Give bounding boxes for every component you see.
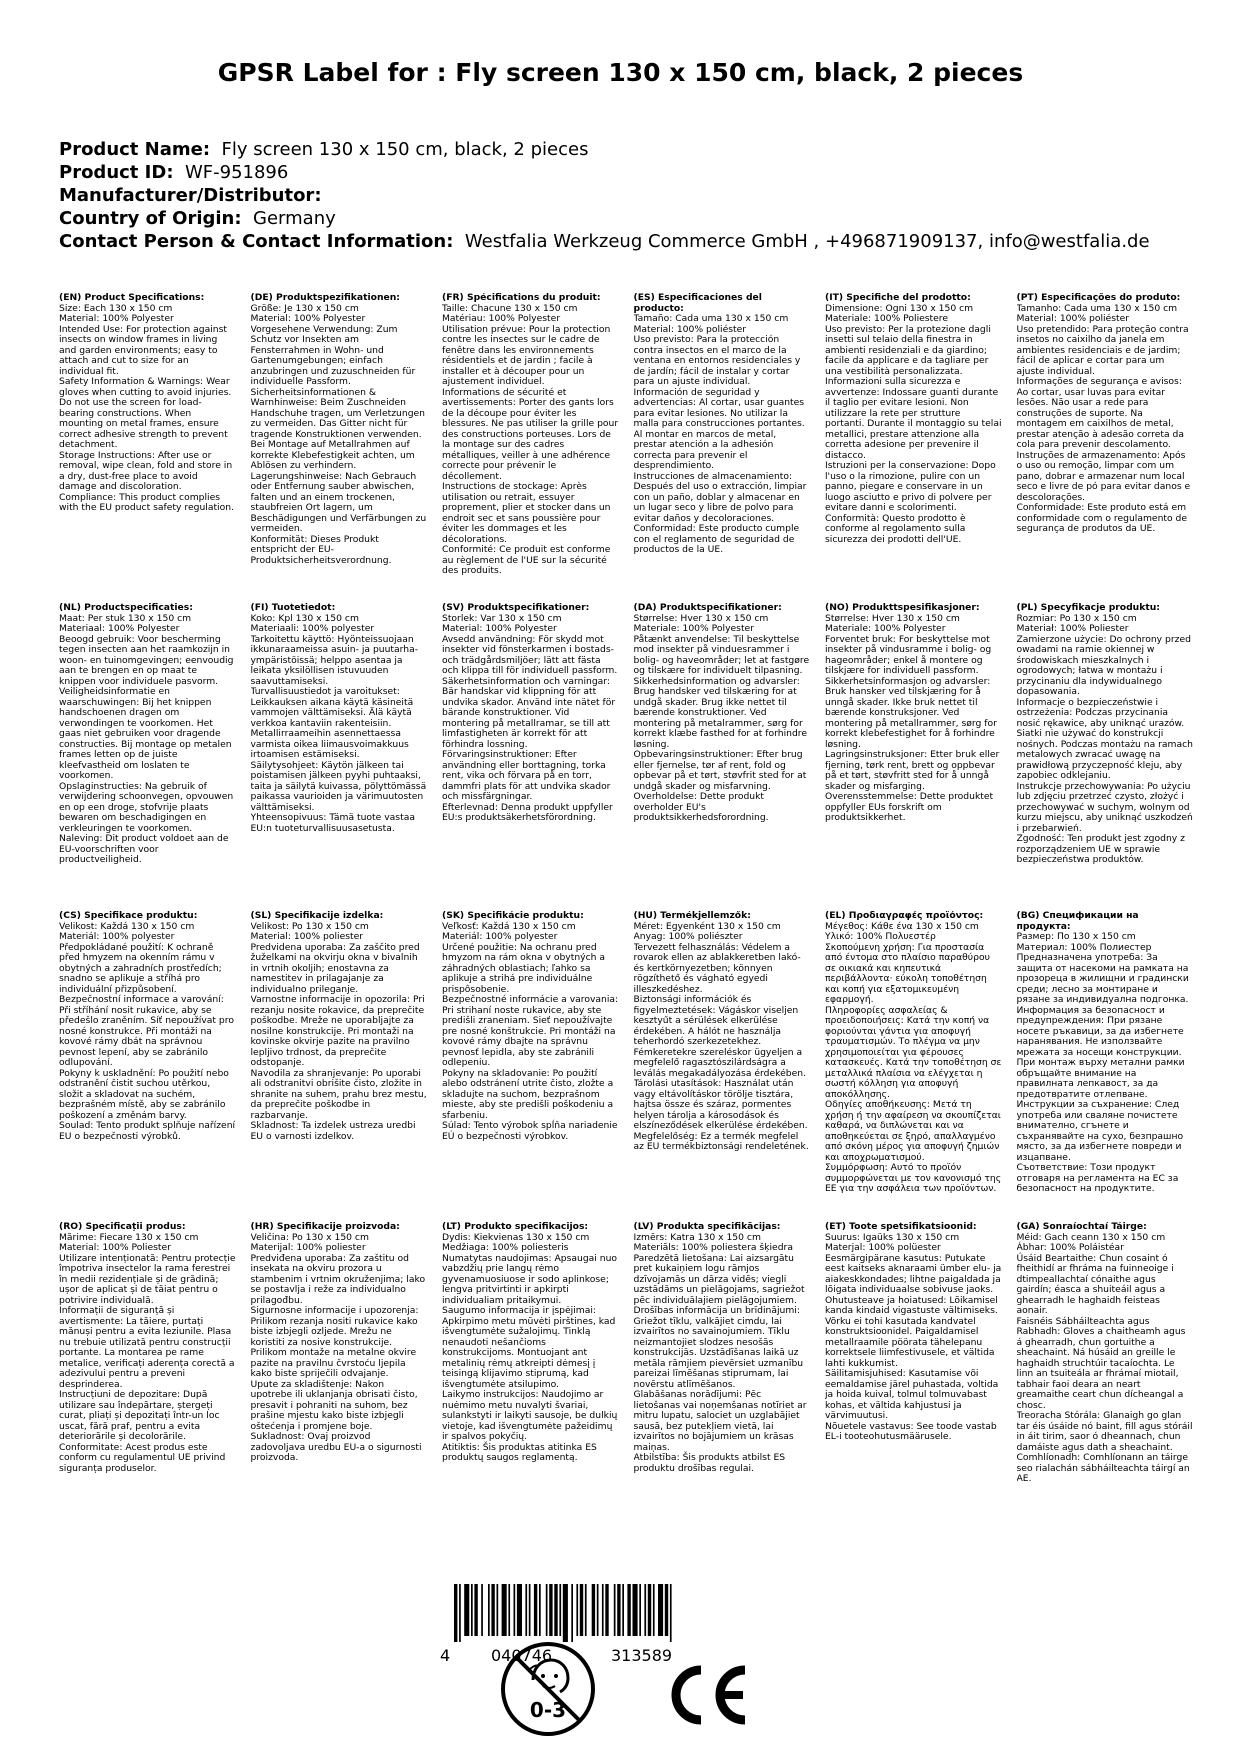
spec-line: Conformità: Questo prodotto è conforme al regolamento sulla sicurezza dei prodotti dell'UE. xyxy=(825,512,966,545)
spec-line: Vorgesehene Verwendung: Zum Schutz vor Insekten am Fensterrahmen in Wohn- und Gartenumgebungen; einfach anzubringen und zuzuschneiden für individuelle Passform. xyxy=(250,323,416,387)
spec-line: Informacje o bezpieczeństwie i ostrzeżenia: Podczas przycinania nosić rękawice, aby uniknąć urazów. Siatki nie używać do konstrukcji nośnych. Podczas montażu na ramach metalowych zwracać uwagę na prawidłową przyczepność kleju, aby zapobiec odklejaniu. xyxy=(1016,696,1193,781)
spec-heading: (DE) Produktspezifikationen: xyxy=(250,293,400,303)
barcode-bar xyxy=(539,1584,541,1636)
spec-heading: (FI) Tuotetiedot: xyxy=(250,603,336,613)
spec-heading: (NO) Produkttspesifikasjoner: xyxy=(825,603,980,613)
spec-line: Materiaal: 100% Polyester xyxy=(59,623,180,634)
spec-line: Sikkerhedsinformation og advarsler: Brug handsker ved tilskæring for at undgå skader. Brug ikke nettet til bærende konstruktioner. Ved montering på metalrammer, sørg for korrekt klæbe fasthed for at forhindre løsning. xyxy=(633,675,808,750)
spec-line: Intended Use: For protection against insects on window frames in living and garden environments; easy to attach and cut to size for an individual fit. xyxy=(59,323,228,377)
spec-line: Informații de siguranță și avertismente: La tăiere, purtați mănuși pentru a evita leziunile. Plasa nu trebuie utilizată pentru construcții portante. La montarea pe rame metalice, verificați aderența corectă a adezivului pentru a preveni desprinderea. xyxy=(59,1305,235,1390)
spec-line: Materijal: 100% poliester xyxy=(250,1242,366,1253)
spec-line: Materiale: 100% Polyester xyxy=(825,623,946,634)
spec-line: Maat: Per stuk 130 x 150 cm xyxy=(59,612,192,624)
spec-heading: (NL) Productspecificaties: xyxy=(59,603,193,613)
barcode-bar xyxy=(563,1584,568,1642)
spec-line: Size: Each 130 x 150 cm xyxy=(59,302,173,314)
barcode-bar xyxy=(517,1584,522,1636)
spec-line: Tárolási utasítások: Használat után vagy eltávolításkor törölje tisztára, hajtsa össze és száraz, pormentes helyen tárolja a károsodások és elszíneződések elkerülése érdekében. xyxy=(633,1078,808,1131)
spec-line: Určené použitie: Na ochranu pred hmyzom na rám okna v obytných a záhradných oblastiach; ľahko sa aplikuje a strihá pre individuálne prispôsobenie. xyxy=(442,941,606,995)
spec-heading: (EL) Προδιαγραφές προϊόντος: xyxy=(825,911,984,921)
spec-line: Efterlevnad: Denna produkt uppfyller EU:s produktsäkerhetsförordning. xyxy=(442,801,613,823)
spec-line: Sigurnosne informacije i upozorenja: Prilikom rezanja nositi rukavice kako biste izbjegli ozljede. Mrežu ne koristiti za nosive konstrukcije. Prilikom montaže na metalne okvire pazite na pravilnu čvrstoću ljepila kako biste spriječili odvajanje. xyxy=(250,1305,419,1379)
spec-line: Utilisation prévue: Pour la protection contre les insectes sur le cadre de fenêtre dans les environnements résidentiels et de jardin ; facile à installer et à découper pour un ajustement individuel. xyxy=(442,323,611,387)
origin-value: Germany xyxy=(253,208,336,229)
spec-line: Zgodność: Ten produkt jest zgodny z rozporządzeniem UE w sprawie bezpieczeństwa produktów. xyxy=(1016,833,1185,865)
spec-line: Turvallisuustiedot ja varoitukset: Leikkauksen aikana käytä käsineitä vammojen välttämiseksi. Älä käytä verkkoa kantaviin rakenteisiin. Metallirraameihin asennettaessa varmista oikea liimausvoimakkuus irtoamisen estämiseksi. xyxy=(250,686,414,760)
spec-block-lt xyxy=(442,1222,619,1602)
barcode-bar xyxy=(459,1584,461,1642)
spec-block-fi xyxy=(251,603,428,911)
spec-line: Opslaginstructies: Na gebruik of verwijdering schoonvegen, opvouwen en op een droge, stofvrije plaats bewaren om beschadigingen en verkleuringen te voorkomen. xyxy=(59,780,234,834)
spec-line: Velikost: Po 130 x 150 cm xyxy=(250,920,369,932)
spec-line: Storage Instructions: After use or removal, wipe clean, fold and store in a dry, dust-free place to avoid damage and discoloration. xyxy=(59,449,233,492)
spec-line: Numatytas naudojimas: Apsaugai nuo vabzdžių prie langų rėmo gyvenamuosiuose ir sodo aplinkose; lengva pritvirtinti ir apkirpti individualiam pritaikymui. xyxy=(442,1252,618,1306)
page-title: GPSR Label for : Fly screen 130 x 150 cm, black, 2 pieces xyxy=(217,58,1024,87)
barcode-bar xyxy=(585,1584,587,1636)
spec-block-hr xyxy=(251,1222,428,1602)
spec-line: Méid: Gach ceann 130 x 150 cm xyxy=(1016,1231,1166,1243)
barcode-bar xyxy=(481,1584,483,1636)
spec-line: Förvaringsinstruktioner: Efter användning eller borttagning, torka rent, vika och förvara på en torr, dammfri plats för att undvika skador och missfärgningar. xyxy=(442,749,611,802)
ce-mark-icon xyxy=(665,1664,751,1726)
spec-line: Konformität: Dieses Produkt entspricht der EU-Produktsicherheitsverordnung. xyxy=(250,533,392,566)
spec-line: Съответствие: Този продукт отговаря на регламента на ЕС за безопасност на продуктите. xyxy=(1016,1162,1179,1194)
spec-line: Información de seguridad y advertencias: Al cortar, usar guantes para evitar lesiones. No utilizar la malla para construcciones portantes. Al montar en marcos de metal, prestar atención a la adhesión correcta para prevenir el desprendimiento. xyxy=(633,386,805,471)
spec-line: Taille: Chacune 130 x 150 cm xyxy=(442,302,578,314)
spec-line: Medžiaga: 100% poliesteris xyxy=(442,1242,569,1253)
specifications-grid xyxy=(59,293,1194,1602)
spec-line: Ábhar: 100% Poláistéar xyxy=(1016,1242,1124,1253)
spec-line: Utilizare intenționată: Pentru protecție împotriva insectelor la rama ferestrei în medii rezidențiale și de grădină; ușor de aplicat și de tăiat pentru o potrivire individuală. xyxy=(59,1252,236,1306)
spec-line: Tamaño: Cada uma 130 x 150 cm xyxy=(633,313,789,324)
spec-line: Eesmärgipärane kasutus: Putukate eest kaitseks aknaraami ümber elu- ja aiakeskkondades; lihtne paigaldada ja lõigata individuaalse sobivuse jaoks. xyxy=(825,1252,1002,1295)
spec-line: Veličina: Po 130 x 150 cm xyxy=(250,1231,369,1243)
spec-line: Forventet bruk: For beskyttelse mot insekter på vindusramme i bolig- og hageområder; enkel å montere og tilskjære for individuell passform. xyxy=(825,633,992,676)
spec-block-lv xyxy=(634,1222,811,1602)
spec-line: Påtænkt anvendelse: Til beskyttelse mod insekter på vinduesrammer i bolig- og haveområder; let at fastgøre og tilskære for individuelt tilpasning. xyxy=(633,633,810,676)
spec-block-es xyxy=(634,293,811,603)
spec-line: Säkerhetsinformation och varningar: Bär handskar vid klippning för att undvika skador. Använd inte nätet för bärande konstruktioner. Vid montering på metallramar, se till att limfastigheten är korrekt för att förhindra lossning. xyxy=(442,675,616,750)
spec-line: Größe: Je 130 x 150 cm xyxy=(250,302,359,314)
barcode-bar xyxy=(653,1584,655,1636)
spec-line: Dimensione: Ogni 130 x 150 cm xyxy=(825,302,974,314)
spec-block-ro xyxy=(59,1222,236,1602)
barcode-bar xyxy=(571,1584,573,1642)
barcode-bar xyxy=(602,1584,604,1636)
spec-line: Laikymo instrukcijos: Naudojimo ar nuėmimo metu nuvalyti švariai, sulankstyti ir laikyti sausoje, be dulkių vietoje, kad išvengtumėte pažeidimų ir spalvos pokyčių. xyxy=(442,1389,618,1442)
spec-line: Bezpečnostné informácie a varovania: Pri strihaní noste rukavice, aby ste predišli zraneniam. Sieť nepoužívajte pre nosné konštrukcie. Pri montáži na kovové rámy dbajte na správnu pevnosť lepidla, aby ste zabránili odlepeniu. xyxy=(442,994,619,1068)
spec-line: Instrucciones de almacenamiento: Después del uso o extracción, limpiar con un paño, doblar y almacenar en un lugar seco y libre de polvo para evitar daños y decoloraciones. xyxy=(633,470,807,524)
spec-block-cs xyxy=(59,911,236,1222)
spec-line: Materiāls: 100% poliestera šķiedra xyxy=(633,1242,793,1253)
spec-block-fr xyxy=(442,293,619,603)
spec-line: Πληροφορίες ασφαλείας & προειδοποιήσεις: Κατά την κοπή να φοριούνται γάντια για αποφυγή τραυματισμών. Το πλέγμα να μην χρησιμοποιείται για φέρουσες κατασκευές. Κατά την τοποθέτηση σε μεταλλικά πλαίσια να ελέγχεται η σωστή κόλληση για αποφυγή αποκόλλησης. xyxy=(825,1004,1002,1100)
spec-line: Anyag: 100% poliészter xyxy=(633,931,743,942)
spec-block-pt xyxy=(1017,293,1194,603)
barcode-bar xyxy=(454,1584,457,1642)
spec-heading: (EN) Product Specifications: xyxy=(59,293,205,303)
spec-line: Materiaali: 100% polyester xyxy=(250,623,375,634)
barcode-bar xyxy=(614,1584,616,1636)
product-name-value: Fly screen 130 x 150 cm, black, 2 pieces xyxy=(221,139,589,160)
spec-line: Säilitamisjuhised: Kasutamise või eemaldamise järel puhastada, voltida ja hoida kuival, tolmul tolmuvabast kohas, et vältida kahjustusi ja värvimuutusi. xyxy=(825,1368,999,1421)
spec-line: Размер: По 130 x 150 cm xyxy=(1016,931,1136,942)
spec-line: Velikost: Každá 130 x 150 cm xyxy=(59,920,195,932)
product-id-label: Product ID: xyxy=(59,162,174,183)
spec-line: Úsáid Beartaithe: Chun cosaint ó fheithidí ar fhráma na fuinneoige i dtimpeallachtaí cónaithe agus gairdín; éasca a shuiteáil agus a ghearradh le haghaidh feisteas aonair. xyxy=(1016,1252,1174,1316)
barcode-bar xyxy=(529,1584,531,1636)
spec-line: Atitiktis: Šis produktas atitinka ES produktų saugos reglamentą. xyxy=(442,1441,597,1463)
spec-line: Materjal: 100% polüester xyxy=(825,1242,941,1253)
spec-line: Zamierzone użycie: Do ochrony przed owadami na ramie okiennej w środowiskach mieszkalnych i ogrodowych; łatwa w montażu i przycinaniu dla indywidualnego dopasowania. xyxy=(1016,633,1191,697)
spec-line: Uso previsto: Para la protección contra insectos en el marco de la ventana en entornos residenciales y de jardín; fácil de instalar y cortar para un ajuste individual. xyxy=(633,334,801,387)
spec-line: Comhlíonadh: Comhlíonann an táirge seo rialachán sábháilteachta táirgí an AE. xyxy=(1016,1452,1190,1484)
spec-line: Информация за безопасност и предупреждения: При рязане носете ръкавици, за да избегнете наранявания. Не използвайте мрежата за носещи конструкции. При монтаж върху метални рамки обръщайте внимание на правилната лепкавост, за да предотвратите отлепване. xyxy=(1016,1004,1185,1100)
product-name-label: Product Name: xyxy=(59,139,211,160)
barcode-bar xyxy=(546,1584,548,1636)
spec-line: Μέγεθος: Κάθε ένα 130 x 150 cm xyxy=(825,920,979,932)
spec-block-de xyxy=(251,293,428,603)
spec-line: Conformidade: Este produto está em conformidade com o regulamento de segurança de produtos da UE. xyxy=(1016,502,1188,534)
spec-line: Mărime: Fiecare 130 x 150 cm xyxy=(59,1231,199,1243)
spec-line: Informations de sécurité et avertissements: Porter des gants lors de la découpe pour éviter les blessures. Ne pas utiliser la grille pour des constructions porteuses. Lors de la montage sur des cadres métalliques, veiller à une adhérence correcte pour prévenir le décollement. xyxy=(442,386,619,482)
not-for-children-under-3-icon xyxy=(499,1640,597,1738)
spec-line: Saugumo informacija ir įspėjimai: Apkirpimo metu mūvėti pirštines, kad išvengtumėte sužalojimų. Tinklą nenaudoti nešančioms konstrukcijoms. Montuojant ant metalinių rėmų atkreipti dėmesį į teisingą klijavimo stiprumą, kad išvengtumėte atsilupimo. xyxy=(442,1305,616,1390)
spec-line: Material: 100% Polyester xyxy=(442,623,557,634)
spec-line: Istruzioni per la conservazione: Dopo l'uso o la rimozione, pulire con un panno, piegare e conservare in un luogo asciutto e privo di polvere per evitare danni e scolorimenti. xyxy=(825,460,996,513)
spec-line: Materiale: 100% Poliestere xyxy=(825,313,949,324)
barcode-bar xyxy=(549,1584,552,1636)
spec-line: Sikkerhetsinformasjon og advarsler: Bruk hansker ved tilskjæring for å unngå skader. Ikke bruk nettet til bærende konstruksjoner. Ved montering på metallrammer, sørg for korrekt klebefestighet for å forhindre løsning. xyxy=(825,675,997,750)
spec-line: Tarkoitettu käyttö: Hyönteissuojaan ikkunaraameissa asuin- ja puutarha-ympäristöissä; helppo asentaa ja leikata yksilöllisen istuvuuden saavuttamiseksi. xyxy=(250,633,419,687)
spec-line: Nõuetele vastavus: See toode vastab EL-i tooteohutusmäärusele. xyxy=(825,1420,997,1442)
barcode-bar xyxy=(597,1584,599,1636)
spec-block-hu xyxy=(634,911,811,1222)
barcode-bar xyxy=(497,1584,499,1636)
spec-block-nl xyxy=(59,603,236,911)
spec-line: Conformitate: Acest produs este conform cu regulamentul UE privind siguranța produselor. xyxy=(59,1441,226,1474)
spec-block-en xyxy=(59,293,236,603)
spec-line: Navodila za shranjevanje: Po uporabi ali odstranitvi obrišite čisto, zložite in shranite na suhem, prahu brez mestu, da preprečite poškodbe in razbarvanje. xyxy=(250,1067,427,1121)
spec-block-no xyxy=(825,603,1002,911)
barcode-right-digits: 313589 xyxy=(611,1646,673,1665)
barcode xyxy=(440,1584,740,1642)
barcode-bar xyxy=(665,1584,668,1636)
barcode-bar xyxy=(534,1584,537,1636)
spec-line: Bezpečnostní informace a varování: Při stříhání nosit rukavice, aby se předešlo zraněním. Síť nepoužívat pro nosné konstrukce. Při montáži na kovové rámy dbát na správnou pevnost lepení, aby se zabránilo odlupování. xyxy=(59,994,234,1068)
spec-line: Koko: Kpl 130 x 150 cm xyxy=(250,612,359,624)
spec-line: Treoracha Stórála: Glanaigh go glan tar éis úsáide nó baint, fill agus stóráil in áit tirim, saor ó dheannach, chun damáiste agus dath a sheachaint. xyxy=(1016,1410,1193,1453)
spec-line: Συμμόρφωση: Αυτό το προϊόν συμμορφώνεται με τον κανονισμό της ΕΕ για την ασφάλεια των προϊόντων. xyxy=(825,1162,1002,1194)
barcode-bar xyxy=(488,1584,490,1636)
spec-block-da xyxy=(634,603,811,911)
spec-heading: (ES) Especificaciones del producto: xyxy=(633,293,762,314)
barcode-bar xyxy=(670,1584,672,1642)
manufacturer-row xyxy=(59,184,1189,207)
spec-block-el xyxy=(825,911,1002,1222)
spec-heading: (GA) Sonraíochtaí Táirge: xyxy=(1016,1222,1147,1232)
spec-line: Avsedd användning: För skydd mot insekter vid fönsterkarmen i bostads- och trädgårdsmiljöer; lätt att fästa och klippa till för individuell passform. xyxy=(442,633,618,676)
spec-heading: (PL) Specyfikacje produktu: xyxy=(1016,603,1160,613)
spec-line: Tervezett felhasználás: Védelem a rovarok ellen az ablakkeretben lakó- és kertkörnyezetben; könnyen rögzíthető és vágható egyedi illeszkedéshez. xyxy=(633,941,801,995)
spec-line: Materiál: 100% polyester xyxy=(59,931,175,942)
spec-line: Súlad: Tento výrobok spĺňa nariadenie EÚ o bezpečnosti výrobkov. xyxy=(442,1120,618,1142)
spec-heading: (CS) Specifikace produktu: xyxy=(59,911,198,921)
spec-line: Glabāšanas norādījumi: Pēc lietošanas vai noņemšanas notīriet ar mitru lupatu, salociet un uzglabājiet sausā, bez putekļiem vietā, lai izvairītos no bojājumiem un krāsas maiņas. xyxy=(633,1389,807,1453)
contact-row xyxy=(59,230,1189,253)
spec-line: Dydis: Kiekvienas 130 x 150 cm xyxy=(442,1231,590,1243)
barcode-bar xyxy=(627,1584,630,1636)
spec-block-sv xyxy=(442,603,619,911)
spec-line: Matériau: 100% Polyester xyxy=(442,313,561,324)
spec-line: Soulad: Tento produkt splňuje nařízení EU o bezpečnosti výrobků. xyxy=(59,1120,236,1142)
spec-line: Pokyny k uskladnění: Po použití nebo odstranění čistit suchou utěrkou, složit a skladovat na suchém, bezprašném místě, aby se zabránilo poškození a změnám barvy. xyxy=(59,1067,229,1121)
spec-heading: (BG) Спецификации на продукта: xyxy=(1016,911,1139,932)
barcode-bar xyxy=(622,1584,624,1636)
contact-value: Westfalia Werkzeug Commerce GmbH , +496871909137, info@westfalia.de xyxy=(464,231,1150,252)
spec-line: Material: 100% poliéster xyxy=(633,323,747,335)
spec-line: Rozmiar: Po 130 x 150 cm xyxy=(1016,612,1137,624)
spec-line: Instructions de stockage: Après utilisation ou retrait, essuyer proprement, plier et stocker dans un endroit sec et sans poussière pour éviter les dommages et les décolorations. xyxy=(442,481,611,545)
spec-line: Predvidena uporaba: Za zaščito pred žuželkami na okvirju okna v bivalnih in vrtnih okoljih; enostavna za namestitev in prilagajanje za individualno prileganje. xyxy=(250,941,420,995)
spec-block-pl xyxy=(1017,603,1194,911)
spec-line: Suurus: Igaüks 130 x 150 cm xyxy=(825,1231,960,1243)
barcode-bar xyxy=(605,1584,608,1636)
svg-text:0-3: 0-3 xyxy=(529,1698,567,1722)
barcode-bar xyxy=(471,1584,473,1636)
spec-line: Uso previsto: Per la protezione dagli insetti sul telaio della finestra in ambienti residenziali e da giardino; facile da applicare e da tagliare per una vestibilità personalizzata. xyxy=(825,323,991,377)
spec-heading: (LV) Produkta specifikācijas: xyxy=(633,1222,781,1232)
spec-line: Conformidad: Este producto cumple con el reglamento de seguridad de productos de la UE. xyxy=(633,523,800,555)
origin-label: Country of Origin: xyxy=(59,208,242,229)
spec-line: Materiale: 100% Polyester xyxy=(633,623,754,634)
spec-heading: (SL) Specifikacije izdelka: xyxy=(250,911,384,921)
spec-line: Overholdelse: Dette produkt overholder EU's produktsikkerhedsforordning. xyxy=(633,791,769,823)
contact-label: Contact Person & Contact Information: xyxy=(59,231,454,252)
product-info xyxy=(59,138,1189,253)
spec-line: Ohutusteave ja hoiatused: Lõikamisel kanda kindaid vigastuste vältimiseks. Võrku ei tohi kasutada kandvatel konstruktsioonidel. Paigaldamisel metallraamile pöörata tähelepanu korrektsele liimfestivusele, et vältida lahti kukkumist. xyxy=(825,1294,998,1369)
spec-line: Storlek: Var 130 x 150 cm xyxy=(442,612,562,624)
spec-line: Yhteensopivuus: Tämä tuote vastaa EU:n tuoteturvallisuusasetusta. xyxy=(250,812,415,834)
spec-line: Faisnéis Sábháilteachta agus Rabhadh: Gloves a chaitheamh agus á ghearradh, chun gortuithe a sheachaint. Ná húsáid an greille le haghaidh struchtúir tacaíochta. Le linn an tsuiteála ar fhrámaí miotail, tabhair faoi deara an neart greamaithe ceart chun dícheangal a chosc. xyxy=(1016,1315,1186,1411)
barcode-bar xyxy=(639,1584,641,1636)
spec-block-ga xyxy=(1017,1222,1194,1602)
spec-line: Safety Information & Warnings: Wear gloves when cutting to avoid injuries. Do not use the screen for load-bearing constructions. When mounting on metal frames, ensure correct adhesive strength to prevent detachment. xyxy=(59,376,232,450)
product-id-row xyxy=(59,161,1189,184)
spec-line: Material: 100% Polyester xyxy=(59,313,174,324)
barcode-bar xyxy=(644,1584,646,1636)
spec-line: Инструкции за съхранение: След употреба или сваляне почистете внимателно, сгънете и съхранявайте на сухо, безпрашно място, за да избегнете повреди и изцапване. xyxy=(1016,1099,1184,1163)
spec-heading: (ET) Toote spetsifikatsioonid: xyxy=(825,1222,977,1232)
barcode-bar xyxy=(617,1584,620,1636)
spec-line: Предназначена употреба: За защита от насекоми на рамката на прозореца в жилищни и градински среди; лесно за монтиране и рязане за индивидуална подгонка. xyxy=(1016,952,1189,1005)
spec-line: Material: 100% poliéster xyxy=(1016,313,1130,324)
spec-line: Tamanho: Cada uma 130 x 150 cm xyxy=(1016,302,1178,314)
spec-line: Materiál: 100% polyester xyxy=(442,931,558,942)
spec-line: Atbilstība: Šis produkts atbilst ES produktu drošības regulai. xyxy=(633,1452,786,1474)
spec-line: Informações de segurança e avisos: Ao cortar, usar luvas para evitar lesões. Não usar a rede para construções de suporte. Na montagem em caixilhos de metal, prestar atenção à adesão correta da cola para prevenir descolamento. xyxy=(1016,376,1184,450)
spec-line: Opbevaringsinstruktioner: Efter brug eller fjernelse, tør af rent, fold og opbevar på et tørt, støvfrit sted for at undgå skader og misfarvning. xyxy=(633,749,807,792)
spec-heading: (FR) Spécifications du produit: xyxy=(442,293,601,303)
spec-heading: (HR) Specifikacije proizvoda: xyxy=(250,1222,400,1232)
spec-line: Informazioni sulla sicurezza e avvertenze: Indossare guanti durante il taglio per evitare lesioni. Non utilizzare la rete per strutture portanti. Durante il montaggio su telai metallici, prestare attenzione alla corretta adesione per prevenire il distacco. xyxy=(825,376,1002,461)
barcode-bar xyxy=(559,1584,561,1636)
barcode-left-digits: 040746 xyxy=(491,1646,553,1665)
spec-line: Materiał: 100% Poliester xyxy=(1016,623,1129,634)
spec-heading: (RO) Specificații produs: xyxy=(59,1222,186,1232)
spec-line: Méret: Egyenként 130 x 150 cm xyxy=(633,920,781,932)
spec-line: Overensstemmelse: Dette produktet oppfyller EUs forskrift om produktsikkerhet. xyxy=(825,791,994,823)
product-name-row xyxy=(59,138,1189,161)
barcode-bar xyxy=(554,1584,557,1636)
spec-heading: (HU) Termékjellemzők: xyxy=(633,911,751,921)
spec-block-sl xyxy=(251,911,428,1222)
spec-line: Biztonsági információk és figyelmeztetések: Vágáskor viseljen kesztyűt a sérülések elkerülése érdekében. A hálót ne használja teherhordó szerkezetekhez. Fémkeretekre szereléskor ügyeljen a megfelelő ragasztószilárdságra a leválás megakadályozása érdekében. xyxy=(633,994,807,1079)
barcode-bar xyxy=(474,1584,477,1636)
spec-heading: (SV) Produktspecifikationer: xyxy=(442,603,590,613)
spec-line: Instruções de armazenamento: Após o uso ou remoção, limpar com um pano, dobrar e armazenar num local seco e livre de pó para evitar danos e descolorações. xyxy=(1016,449,1191,503)
spec-line: Material: 100% Poliester xyxy=(59,1242,171,1253)
spec-line: Conformité: Ce produit est conforme au règlement de l'UE sur la sécurité des produits. xyxy=(442,544,611,576)
barcode-bar xyxy=(525,1584,527,1636)
barcode-bar xyxy=(508,1584,510,1636)
spec-line: Sukladnost: Ovaj proizvod zadovoljava uredbu EU-a o sigurnosti proizvoda. xyxy=(250,1431,422,1463)
spec-line: Material: 100% poliester xyxy=(250,931,364,942)
spec-line: Veiligheidsinformatie en waarschuwingen: Bij het knippen handschoenen dragen om verwondingen te voorkomen. Het gaas niet gebruiken voor dragende constructies. Bij montage op metalen frames letten op de juiste kleefvastheid om loslaten te voorkomen. xyxy=(59,686,232,781)
spec-line: Sicherheitsinformationen & Warnhinweise: Beim Zuschneiden Handschuhe tragen, um Verletzungen zu vermeiden. Das Gitter nicht für tragende Konstruktionen verwenden. Bei Montage auf Metallrahmen auf korrekte Klebefestigkeit achten, um Ablösen zu verhindern. xyxy=(250,386,426,471)
spec-line: Материал: 100% Полиестер xyxy=(1016,941,1152,953)
spec-line: Paredzētā lietošana: Lai aizsargātu pret kukaiņiem logu rāmjos dzīvojamās un dārza vidēs; viegli uzstādāms un pielāgojams, sagriežot pēc individuālajiem pielāgojumiem. xyxy=(633,1252,805,1306)
spec-line: Izmērs: Katra 130 x 150 cm xyxy=(633,1231,761,1243)
spec-line: Skladnost: Ta izdelek ustreza uredbi EU o varnosti izdelkov. xyxy=(250,1120,416,1142)
spec-line: Pokyny na skladovanie: Po použití alebo odstránení utrite čisto, zložte a skladujte na suchom, bezprašnom mieste, aby ste predišli poškodeniu a sfarbeniu. xyxy=(442,1067,614,1121)
barcode-first-digit: 4 xyxy=(440,1646,451,1665)
spec-line: Uso pretendido: Para proteção contra insetos no caixilho da janela em ambientes residenciais e de jardim; fácil de aplicar e cortar para um ajuste individual. xyxy=(1016,323,1189,377)
spec-heading: (LT) Produkto specifikacijos: xyxy=(442,1222,589,1232)
barcode-bar xyxy=(464,1584,469,1636)
spec-line: Veľkosť: Každá 130 x 150 cm xyxy=(442,920,576,932)
barcode-bar xyxy=(592,1584,595,1636)
spec-line: Beoogd gebruik: Voor bescherming tegen insecten aan het raamkozijn in woon- en tuinomgevingen; eenvoudig aan te brengen en op maat te knippen voor individuele pasvorm. xyxy=(59,633,234,687)
spec-line: Størrelse: Hver 130 x 150 cm xyxy=(633,612,769,624)
barcode-bar xyxy=(580,1584,583,1636)
product-id-value: WF-951896 xyxy=(184,162,289,183)
barcode-bar xyxy=(491,1584,494,1636)
spec-heading: (PT) Especificações do produto: xyxy=(1016,293,1181,303)
barcode-bar xyxy=(658,1584,663,1636)
barcode-bar xyxy=(514,1584,516,1636)
spec-block-it xyxy=(825,293,1002,603)
origin-row xyxy=(59,207,1189,230)
barcode-bar xyxy=(576,1584,578,1636)
spec-line: Instrukcje przechowywania: Po użyciu lub zdjęciu przetrzeć czysto, złożyć i przechowywać w suchym, wolnym od kurzu miejscu, aby uniknąć uszkodzeń i przebarwień. xyxy=(1016,780,1193,834)
spec-line: Størrelse: Hver 130 x 150 cm xyxy=(825,612,960,624)
spec-line: Compliance: This product complies with the EU product safety regulation. xyxy=(59,491,234,513)
spec-line: Megfelelőség: Ez a termék megfelel az EU termékbiztonsági rendeletének. xyxy=(633,1130,809,1152)
spec-line: Predviđena uporaba: Za zaštitu od insekata na okviru prozora u stambenim i vrtnim okruženjima; lako se postavlja i reže za individualno prilagođbu. xyxy=(250,1252,426,1306)
spec-line: Naleving: Dit product voldoet aan de EU-voorschriften voor productveiligheid. xyxy=(59,833,229,865)
spec-line: Material: 100% Polyester xyxy=(250,313,366,324)
barcode-bar xyxy=(502,1584,507,1636)
spec-line: Οδηγίες αποθήκευσης: Μετά τη χρήση ή την αφαίρεση να σκουπίζεται καθαρά, να διπλώνεται και να αποθηκεύεται σε ξηρό, απαλλαγμένο από σκόνη μέρος για αποφυγή ζημιών και αποχρωματισμού. xyxy=(825,1099,1001,1163)
spec-heading: (SK) Špecifikácie produktu: xyxy=(442,911,584,921)
spec-line: Instrucțiuni de depozitare: După utilizare sau îndepărtare, ștergeți curat, pliați și depozitați într-un loc uscat, fără praf, pentru a evita deteriorările și decolorările. xyxy=(59,1389,220,1442)
spec-line: Upute za skladištenje: Nakon upotrebe ili uklanjanja obrisati čisto, presavit i pohraniti na suhom, bez prašine mjestu kako biste izbjegli oštećenja i promjene boje. xyxy=(250,1378,418,1432)
spec-line: Předpokládané použití: K ochraně před hmyzem na okenním rámu v obytných a zahradních prostředích; snadno se aplikuje a stříhá pro individuální přizpůsobení. xyxy=(59,941,222,995)
spec-line: Υλικό: 100% Πολυεστέρ xyxy=(825,931,936,942)
spec-line: Lagerungshinweise: Nach Gebrauch oder Entfernung sauber abwischen, falten und an einem trockenen, staubfreien Ort lagern, um Beschädigungen und Verfärbungen zu vermeiden. xyxy=(250,470,427,534)
spec-heading: (DA) Produktspecifikationer: xyxy=(633,603,782,613)
spec-line: Lagringsinstruksjoner: Etter bruk eller fjerning, tørk rent, brett og oppbevar på et tørt, støvfritt sted for å unngå skader og misfarging. xyxy=(825,749,1000,792)
spec-line: Drošības informācija un brīdinājumi: Griežot tīklu, valkājiet cimdu, lai izvairītos no savainojumiem. Tīklu neizmantojiet slodzes nesošās konstrukcijās. Uzstādīšanas laikā uz metāla rāmjiem pievērsiet uzmanību pareizai līmēšanas stiprumam, lai novērstu atlīmēšanos. xyxy=(633,1305,804,1390)
spec-line: Varnostne informacije in opozorila: Pri rezanju nosite rokavice, da preprečite poškodbe. Mreže ne uporabljajte za nosilne konstrukcije. Pri montaži na kovinske okvirje pazite na pravilno lepljivo trdnost, da preprečite odstopanje. xyxy=(250,994,425,1068)
spec-line: Säilytysohjeet: Käytön jälkeen tai poistamisen jälkeen pyyhi puhtaaksi, taita ja säilytä kuivassa, pölyttömässä paikassa vaurioiden ja värimuutosten välttämiseksi. xyxy=(250,759,427,813)
spec-line: Σκοπούμενη χρήση: Για προστασία από έντομα στο πλαίσιο παραθύρου σε οικιακά και κηπευτικά περιβάλλοντα· εύκολη τοποθέτηση και κοπή για εξατομικευμένη εφαρμογή. xyxy=(825,941,990,1005)
barcode-bar xyxy=(633,1584,638,1636)
spec-block-bg xyxy=(1017,911,1194,1222)
spec-heading: (IT) Specifiche del prodotto: xyxy=(825,293,971,303)
barcode-bar xyxy=(648,1584,651,1636)
spec-block-et xyxy=(825,1222,1002,1602)
spec-block-sk xyxy=(442,911,619,1222)
manufacturer-label: Manufacturer/Distributor: xyxy=(59,185,322,206)
